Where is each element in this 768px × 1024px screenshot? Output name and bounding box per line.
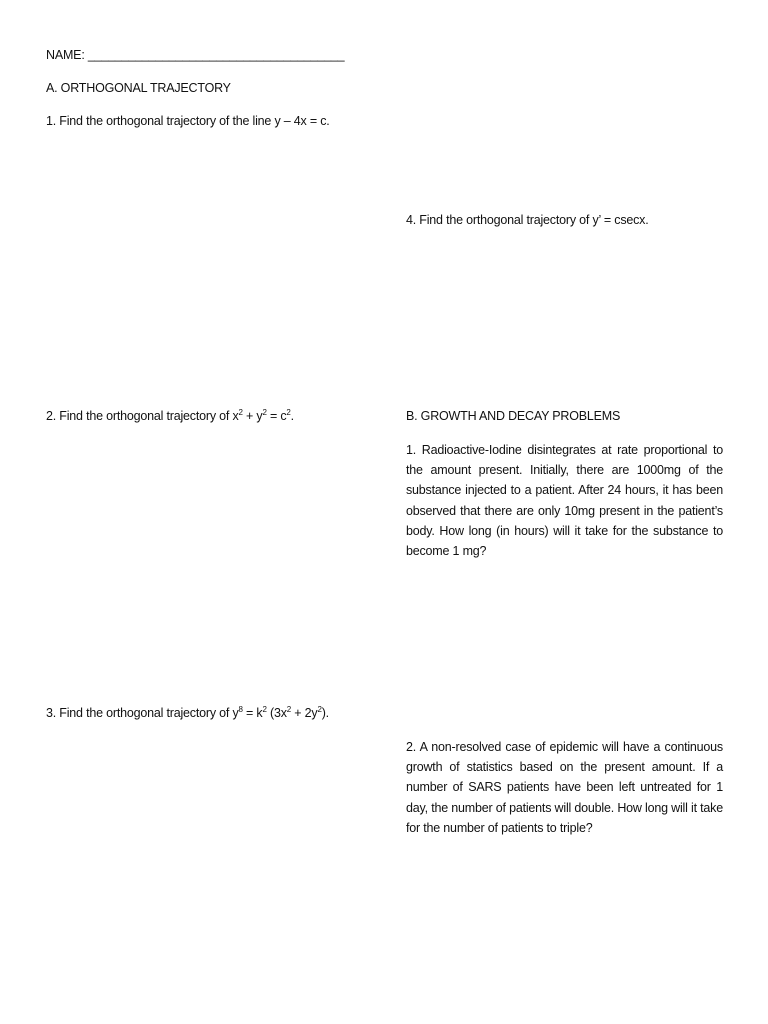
question-a2-exponent-1: 2 xyxy=(238,408,243,417)
question-a3-prefix: 3. Find the orthogonal trajectory of y xyxy=(46,706,239,720)
question-a2 xyxy=(46,408,294,424)
question-a4: 4. Find the orthogonal trajectory of y’ = csecx. xyxy=(406,213,649,227)
question-a1: 1. Find the orthogonal trajectory of the line y – 4x = c. xyxy=(46,114,330,128)
question-a3-suffix: ). xyxy=(321,706,329,720)
question-a2-suffix: . xyxy=(290,409,294,423)
question-a3-exponent-3: 2 xyxy=(286,705,292,714)
question-a2-exponent-2: 2 xyxy=(262,408,267,417)
question-a3-mid2: (3x xyxy=(266,706,287,720)
question-a3-mid: = k xyxy=(242,706,263,720)
question-a3-exponent-1: 8 xyxy=(238,705,243,714)
question-a2-prefix: 2. Find the orthogonal trajectory of x xyxy=(46,409,239,423)
question-a3 xyxy=(46,705,329,721)
section-b-heading: B. GROWTH AND DECAY PROBLEMS xyxy=(406,409,621,423)
question-a3-exponent-4: 2 xyxy=(317,705,322,714)
section-a-heading: A. ORTHOGONAL TRAJECTORY xyxy=(46,81,231,95)
problem-b1: 1. Radioactive-Iodine disintegrates at rate proportional to the amount present. Initially, there are 1000mg of the substance injected to a patient. After 24 hours, it has been observed that there are only 10mg present in the patient’s body. How long (in hours) will it take for the substance to become 1 mg? xyxy=(406,443,723,559)
question-a2-mid2: = c xyxy=(266,409,287,423)
problem-b2: 2. A non-resolved case of epidemic will have a continuous growth of statistics based on the present amount. If a number of SARS patients have been left untreated for 1 day, the number of patients will double. How long will it take for the number of patients to triple? xyxy=(406,740,723,835)
question-a3-mid3: + 2y xyxy=(291,706,318,720)
name-line: NAME: ______________________________________ xyxy=(46,48,345,62)
question-a2-exponent-3: 2 xyxy=(286,408,291,417)
question-a3-exponent-2: 2 xyxy=(262,705,267,714)
question-a2-mid: + y xyxy=(242,409,263,423)
